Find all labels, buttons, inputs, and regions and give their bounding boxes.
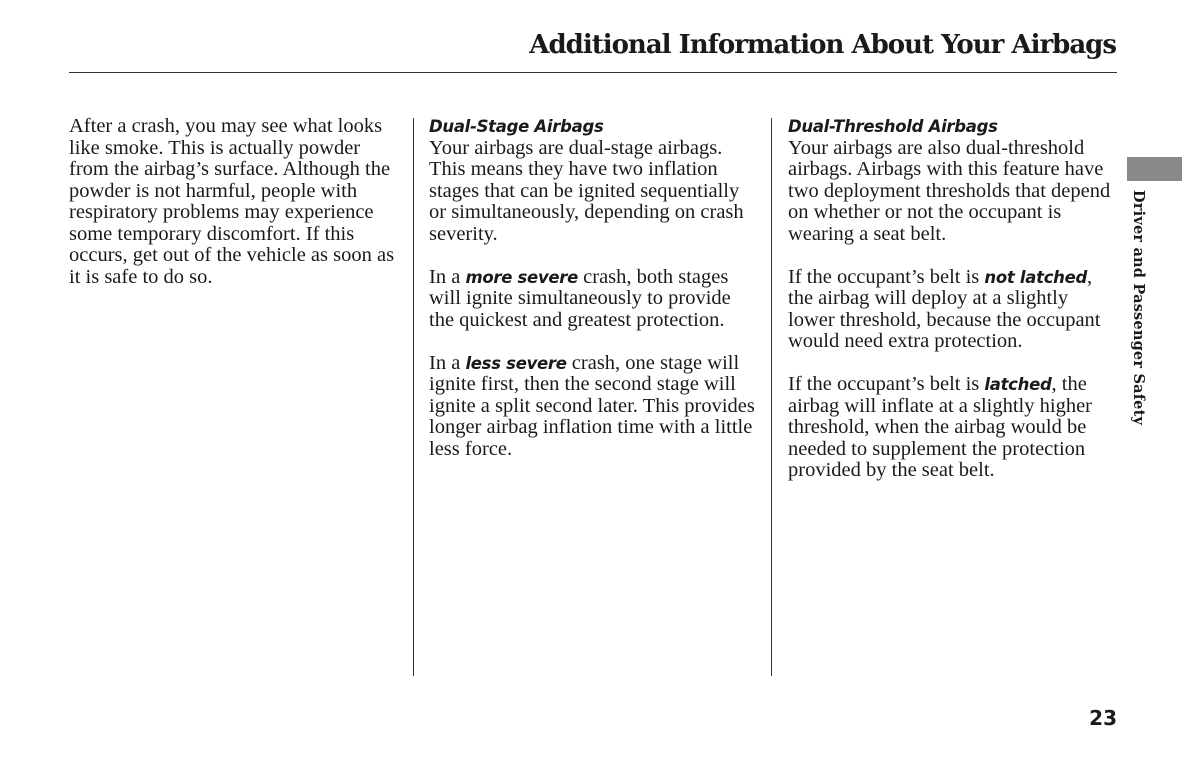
subheading-dual-stage: Dual-Stage Airbags xyxy=(429,117,604,136)
column-3 xyxy=(788,116,1118,503)
paragraph xyxy=(429,353,759,461)
text-run: crash, both stages will ignite simultaneously to provide the quickest and greatest protection. xyxy=(429,265,731,331)
paragraph xyxy=(788,374,1118,482)
paragraph xyxy=(788,267,1118,353)
emphasis: not latched xyxy=(984,267,1088,287)
text-run: If the occupant’s belt is xyxy=(788,265,985,288)
paragraph: Your airbags are dual-stage airbags. This means they have two inflation stages that can be ignited sequentially or simultaneously, depending on crash severity. xyxy=(429,136,744,245)
column-divider xyxy=(771,118,772,676)
column-2 xyxy=(429,116,759,482)
header-rule xyxy=(69,72,1117,73)
text-run: If the occupant’s belt is xyxy=(788,373,985,395)
emphasis: less severe xyxy=(465,353,567,373)
column-1 xyxy=(69,116,399,310)
paragraph: Your airbags are also dual-threshold airbags. Airbags with this feature have two deployment thresholds that depend on whether or not the occupant is wearing a seat belt. xyxy=(788,136,1111,245)
text-run: In a xyxy=(429,265,466,288)
page-title: Additional Information About Your Airbags xyxy=(529,30,1116,60)
section-tab xyxy=(1127,157,1182,181)
text-run: , the airbag will deploy at a slightly lower threshold, because the occupant would need extra protection. xyxy=(788,265,1101,352)
paragraph: After a crash, you may see what looks like smoke. This is actually powder from the airbag’s surface. Although the powder is not harmful, people with respiratory problems may experience some temporary discomfort. If this occurs, get out of the vehicle as soon as it is safe to do so. xyxy=(69,115,395,288)
page-number: 23 xyxy=(1089,706,1117,730)
emphasis: latched xyxy=(984,375,1052,394)
text-run: In a xyxy=(429,351,466,374)
column-divider xyxy=(413,118,414,676)
section-label: Driver and Passenger Safety xyxy=(1130,190,1147,426)
paragraph xyxy=(429,267,759,332)
text-run: crash, one stage will ignite first, then the second stage will ignite a split second later. This provides longer airbag inflation time with a little less force. xyxy=(429,351,755,460)
text-run: , the airbag will inflate at a slightly higher threshold, when the airbag would be needed to supplement the protection provided by the seat belt. xyxy=(788,373,1092,481)
subheading-dual-threshold: Dual-Threshold Airbags xyxy=(788,117,998,136)
emphasis: more severe xyxy=(465,267,579,287)
